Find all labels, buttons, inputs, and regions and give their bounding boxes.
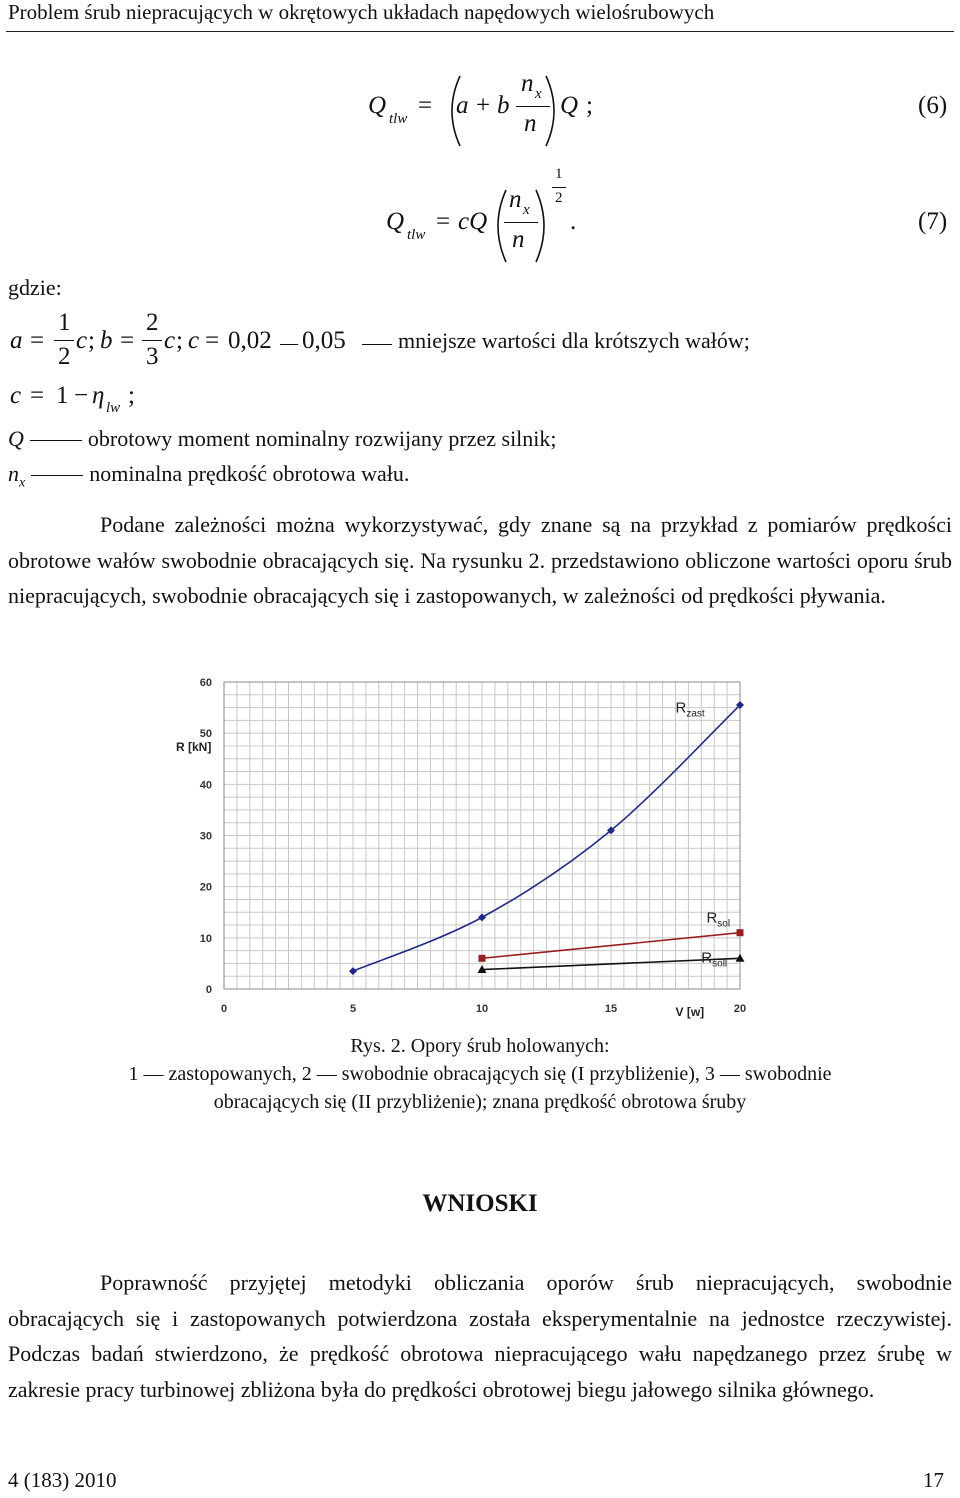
eq6-num-sub: x bbox=[535, 86, 542, 102]
def-c1: c bbox=[76, 327, 88, 354]
definition-q bbox=[8, 421, 557, 456]
def-range-b: 0,05 bbox=[302, 327, 346, 354]
figure-caption-line2: 1 — zastopowanych, 2 — swobodnie obracających się (I przybliżenie), 3 — swobodnie bbox=[128, 1063, 832, 1085]
def2-eta-sub: lw bbox=[106, 400, 121, 416]
def-note-dash bbox=[362, 344, 392, 345]
eq6-plus: + bbox=[476, 92, 491, 119]
eq6-equals: = bbox=[418, 92, 433, 119]
def2-c: c bbox=[10, 382, 22, 409]
def-f1-line bbox=[54, 340, 74, 341]
y-tick-label: 50 bbox=[199, 728, 212, 741]
x-tick-label: 15 bbox=[604, 1003, 618, 1015]
data-point-zast bbox=[349, 967, 357, 975]
y-tick-label: 10 bbox=[199, 932, 212, 945]
eq7-cq: cQ bbox=[458, 208, 488, 235]
def4-symbol-sub: x bbox=[19, 475, 26, 491]
data-point-sol bbox=[737, 929, 744, 936]
def-b: b bbox=[100, 327, 113, 354]
eq6-q: Q bbox=[560, 92, 579, 119]
eq6-num: n bbox=[521, 70, 534, 97]
def4-symbol: n bbox=[8, 461, 19, 486]
def-b-equals: = bbox=[120, 327, 135, 354]
def-c3-equals: = bbox=[205, 327, 220, 354]
figure-caption-title: Rys. 2. Opory śrub holowanych: bbox=[350, 1035, 610, 1057]
def-semi2: ; bbox=[176, 327, 183, 354]
paragraph-intro: Podane zależności można wykorzystywać, gdy znane są na przykład z pomiarów prędkości obrotowe wałów swobodnie obracających się. Na rysunku 2. przedstawiono obliczone wartości oporu śrub niepracujących, swobodnie obracających się i zastopowanych, w zależności od prędkości pływania. bbox=[8, 512, 952, 608]
eq7-lhs: Q bbox=[386, 208, 405, 235]
def2-equals: = bbox=[30, 382, 45, 409]
running-head: Problem śrub niepracujących w okrętowych układach napędowych wielośrubowych bbox=[8, 0, 715, 24]
data-point-sol bbox=[479, 955, 486, 962]
def2-one: 1 bbox=[56, 382, 69, 409]
x-tick-label: 20 bbox=[733, 1003, 747, 1015]
eq7-number: (7) bbox=[918, 208, 948, 235]
def-c2: c bbox=[164, 327, 176, 354]
chart-grid bbox=[224, 682, 740, 989]
definition-coefficients bbox=[0, 305, 960, 380]
page-number: 17 bbox=[923, 1468, 944, 1492]
figure-caption-line3: obracających się (II przybliżenie); znana prędkość obrotowa śruby bbox=[213, 1091, 747, 1113]
def3-symbol: Q bbox=[8, 426, 24, 451]
definition-nx bbox=[8, 456, 409, 500]
eq7-den: n bbox=[512, 226, 525, 253]
def4-text: nominalna prędkość obrotowa wału. bbox=[89, 461, 410, 486]
series-label-zast: $R_{zast}$ bbox=[675, 699, 705, 720]
header-rule bbox=[6, 31, 954, 32]
def-a: a bbox=[10, 327, 23, 354]
x-tick-label: 0 bbox=[220, 1003, 228, 1015]
def-a-equals: = bbox=[30, 327, 45, 354]
def-f2-line bbox=[142, 340, 162, 341]
def-note: mniejsze wartości dla krótszych wałów; bbox=[398, 328, 750, 353]
eq6-lhs-sub: tlw bbox=[389, 111, 408, 127]
def2-eta: η bbox=[92, 382, 105, 409]
x-tick-label: 5 bbox=[349, 1003, 357, 1015]
def2-semi: ; bbox=[128, 382, 135, 409]
def-range-dash bbox=[280, 344, 298, 345]
y-tick-label: 30 bbox=[199, 830, 212, 843]
def-f1-den: 2 bbox=[58, 343, 71, 370]
gdzie-label: gdzie: bbox=[8, 275, 62, 300]
series-label-sol: $R_{sol}$ bbox=[706, 909, 731, 930]
y-tick-label: 20 bbox=[199, 881, 212, 894]
def2-minus: − bbox=[74, 382, 89, 409]
y-tick-label: 40 bbox=[199, 779, 212, 792]
def3-text: obrotowy moment nominalny rozwijany przez silnik; bbox=[87, 426, 557, 451]
eq7-lhs-sub: tlw bbox=[407, 227, 426, 243]
def-f2-num: 2 bbox=[146, 309, 159, 336]
def-f2-den: 3 bbox=[146, 343, 159, 370]
def-semi1: ; bbox=[88, 327, 95, 354]
eq6-number: (6) bbox=[918, 92, 948, 119]
eq6-a: a bbox=[456, 92, 469, 119]
eq7-right-paren bbox=[532, 188, 556, 264]
y-tick-label: 0 bbox=[205, 984, 212, 996]
eq7-num-sub: x bbox=[523, 202, 530, 218]
equation-7 bbox=[0, 160, 960, 270]
eq7-dot: . bbox=[570, 208, 577, 235]
def-c3: c bbox=[188, 327, 200, 354]
def3-dash bbox=[30, 440, 82, 441]
eq7-left-paren bbox=[486, 188, 510, 264]
eq7-exp-den: 2 bbox=[555, 190, 563, 206]
equation-6 bbox=[0, 60, 960, 160]
y-tick-label: 60 bbox=[199, 677, 212, 689]
data-point-zast bbox=[478, 913, 486, 921]
footer-issue: 4 (183) 2010 bbox=[8, 1468, 117, 1492]
eq6-lhs: Q bbox=[368, 92, 387, 119]
def4-dash bbox=[31, 475, 83, 476]
section-heading: WNIOSKI bbox=[422, 1190, 538, 1217]
definition-c bbox=[0, 380, 960, 420]
eq7-num: n bbox=[509, 186, 522, 213]
resistance-chart bbox=[160, 668, 760, 1032]
eq6-semicolon: ; bbox=[586, 92, 593, 119]
eq7-equals: = bbox=[436, 208, 451, 235]
paragraph-conclusions: Poprawność przyjętej metodyki obliczania oporów śrub niepracujących, swobodnie obracających się i zastopowanych potwierdzona została eksperymentalnie na jednostce rzeczywistej. Podczas badań stwierdzono, że prędkość obrotowa niepracującego wału napędzanego przez śrubę w zakresie pracy turbinowej zbliżona była do prędkości obrotowej biegu jałowego silnika głównego. bbox=[8, 1270, 952, 1402]
eq6-b: b bbox=[497, 92, 510, 119]
series-label-soll: $R_{soll}$ bbox=[701, 949, 728, 970]
eq7-exp-num: 1 bbox=[555, 166, 563, 182]
y-axis-label: R [kN] bbox=[176, 740, 212, 755]
def-range-a: 0,02 bbox=[228, 327, 272, 354]
x-tick-label: 10 bbox=[475, 1003, 489, 1015]
def-f1-num: 1 bbox=[58, 309, 71, 336]
x-axis-label: V [w] bbox=[675, 1005, 705, 1019]
eq7-exp-line bbox=[552, 187, 566, 188]
eq6-den: n bbox=[524, 110, 537, 137]
